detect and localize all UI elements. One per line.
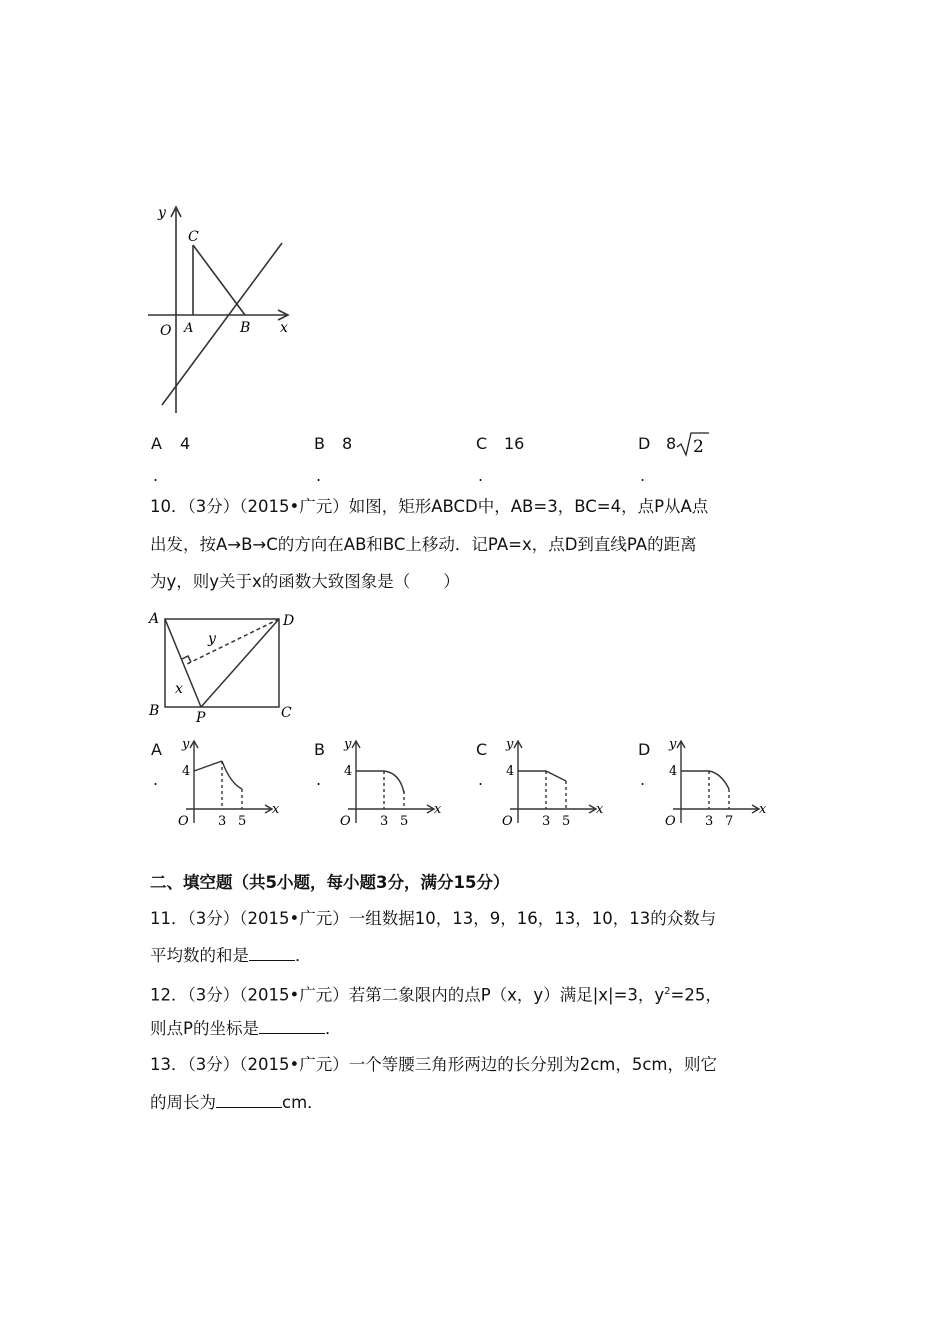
q10-option-a-y-tick: 4 bbox=[182, 764, 191, 779]
q10-option-b-y-tick: 4 bbox=[344, 764, 353, 779]
q11-line-1: 11．（3分）（2015•广元）一组数据10，13，9，16，13，10，13的众数与 bbox=[150, 909, 717, 928]
q10-line-3: 为y，则y关于x的函数大致图象是（ ） bbox=[150, 572, 460, 591]
q10-option-b-dot: . bbox=[316, 770, 322, 789]
q10-label-d: D bbox=[283, 613, 295, 629]
q10-option-c-origin: O bbox=[502, 814, 513, 829]
q13-line-2 bbox=[150, 1084, 324, 1121]
q12-line-2 bbox=[150, 1010, 341, 1047]
q10-label-b: B bbox=[149, 703, 160, 719]
q9-option-a-letter: A bbox=[151, 434, 162, 453]
q10-option-a-dot: . bbox=[153, 770, 159, 789]
q12-line-2-text: 则点P的坐标是 bbox=[150, 1019, 259, 1038]
q9-line bbox=[162, 243, 282, 405]
q10-option-d-letter: D bbox=[638, 740, 651, 759]
q9-label-a: A bbox=[184, 321, 194, 336]
q13-line-2-text: 的周长为 bbox=[150, 1093, 216, 1112]
q10-option-b-letter: B bbox=[314, 740, 325, 759]
q10-option-a-graph bbox=[168, 733, 288, 833]
q11-answer-blank[interactable] bbox=[249, 946, 295, 961]
q10-option-d-graph bbox=[655, 733, 775, 833]
q10-option-c-y-tick: 4 bbox=[506, 764, 515, 779]
q10-option-a-origin: O bbox=[178, 814, 189, 829]
q10-option-a-x-tick-2: 5 bbox=[238, 814, 247, 829]
q10-label-y: y bbox=[208, 631, 216, 647]
q9-option-a-value: 4 bbox=[180, 434, 191, 453]
q10-option-c-y-label: y bbox=[506, 737, 514, 752]
q12-line-1-text: 12．（3分）（2015•广元）若第二象限内的点P（x，y）满足|x|=3，y bbox=[150, 985, 665, 1005]
q10-option-b-y-label: y bbox=[344, 737, 352, 752]
q10-option-c-x-label: x bbox=[596, 802, 604, 817]
q13-answer-blank[interactable] bbox=[216, 1093, 282, 1108]
q9-option-d-value: 8 bbox=[666, 434, 677, 453]
q9-option-c-letter: C bbox=[476, 434, 488, 453]
q10-option-c-x-tick-1: 3 bbox=[542, 814, 551, 829]
q13-line-1: 13．（3分）（2015•广元）一个等腰三角形两边的长分别为2cm，5cm，则它 bbox=[150, 1055, 718, 1074]
q9-option-a-dot: . bbox=[153, 466, 159, 485]
q10-option-c-graph bbox=[492, 733, 612, 833]
q10-option-d-x-tick-1: 3 bbox=[705, 814, 714, 829]
q10-line-1: 10．（3分）（2015•广元）如图，矩形ABCD中，AB=3，BC=4，点P从A点 bbox=[150, 497, 709, 516]
q10-line-2: 出发，按A→B→C的方向在AB和BC上移动．记PA=x，点D到直线PA的距离 bbox=[150, 535, 697, 554]
q10-option-d-x-label: x bbox=[759, 802, 767, 817]
q9-option-d-letter: D bbox=[638, 434, 651, 453]
q10-segment-ap bbox=[165, 619, 201, 707]
q10-option-b-graph bbox=[330, 733, 450, 833]
q10-option-d-y-label: y bbox=[669, 737, 677, 752]
q10-label-c: C bbox=[281, 705, 292, 721]
q10-option-a-x-tick-1: 3 bbox=[218, 814, 227, 829]
q10-option-d-y-tick: 4 bbox=[669, 764, 678, 779]
q9-option-c-dot: . bbox=[478, 466, 484, 485]
q13-line-2-end: cm． bbox=[282, 1093, 324, 1112]
q12-line-2-end: ． bbox=[324, 1019, 342, 1038]
q9-label-x: x bbox=[280, 320, 288, 336]
q10-option-d-dot: . bbox=[640, 770, 646, 789]
q10-option-d-x-tick-2: 7 bbox=[725, 814, 734, 829]
q9-option-c-value: 16 bbox=[504, 434, 525, 453]
q10-option-d-origin: O bbox=[665, 814, 676, 829]
q9-option-d-dot: . bbox=[640, 466, 646, 485]
q9-label-b: B bbox=[240, 320, 251, 336]
q10-perpendicular-y bbox=[185, 619, 279, 665]
q9-label-c: C bbox=[188, 229, 199, 245]
q12-line-1 bbox=[150, 973, 722, 1014]
q9-option-b-dot: . bbox=[316, 466, 322, 485]
q11-line-2-text: 平均数的和是 bbox=[150, 946, 249, 965]
q9-label-y: y bbox=[158, 205, 166, 221]
q10-option-b-origin: O bbox=[340, 814, 351, 829]
q10-option-c-x-tick-2: 5 bbox=[562, 814, 571, 829]
q10-label-p: P bbox=[196, 710, 206, 725]
q10-option-c-curve bbox=[518, 771, 566, 781]
q9-coordinate-figure bbox=[140, 195, 300, 420]
q9-option-b-value: 8 bbox=[342, 434, 353, 453]
q9-option-d-radicand: 2 bbox=[693, 437, 704, 457]
q10-option-b-x-tick-1: 3 bbox=[380, 814, 389, 829]
q10-option-a-curve bbox=[194, 761, 222, 771]
q10-option-b-x-label: x bbox=[434, 802, 442, 817]
q10-right-angle-mark bbox=[182, 656, 191, 662]
q12-line-1-end: =25， bbox=[670, 985, 722, 1005]
q10-option-a-x-label: x bbox=[272, 802, 280, 817]
q9-option-b-letter: B bbox=[314, 434, 325, 453]
q11-line-2 bbox=[150, 937, 312, 974]
q10-option-a-y-label: y bbox=[182, 737, 190, 752]
q9-label-o: O bbox=[160, 323, 172, 339]
q12-superscript: 2 bbox=[664, 986, 671, 997]
section-2-heading: 二、填空题（共5小题，每小题3分，满分15分） bbox=[150, 873, 510, 892]
q10-option-c-letter: C bbox=[476, 740, 488, 759]
q10-option-b-x-tick-2: 5 bbox=[400, 814, 409, 829]
q10-option-a-letter: A bbox=[151, 740, 162, 759]
q10-label-x: x bbox=[175, 681, 183, 697]
sqrt-symbol-icon bbox=[676, 430, 710, 458]
q10-rectangle-figure bbox=[145, 605, 305, 725]
q10-label-a: A bbox=[149, 611, 160, 627]
q12-answer-blank[interactable] bbox=[259, 1019, 325, 1034]
q11-line-2-end: ． bbox=[295, 946, 312, 965]
q10-option-c-dot: . bbox=[478, 770, 484, 789]
